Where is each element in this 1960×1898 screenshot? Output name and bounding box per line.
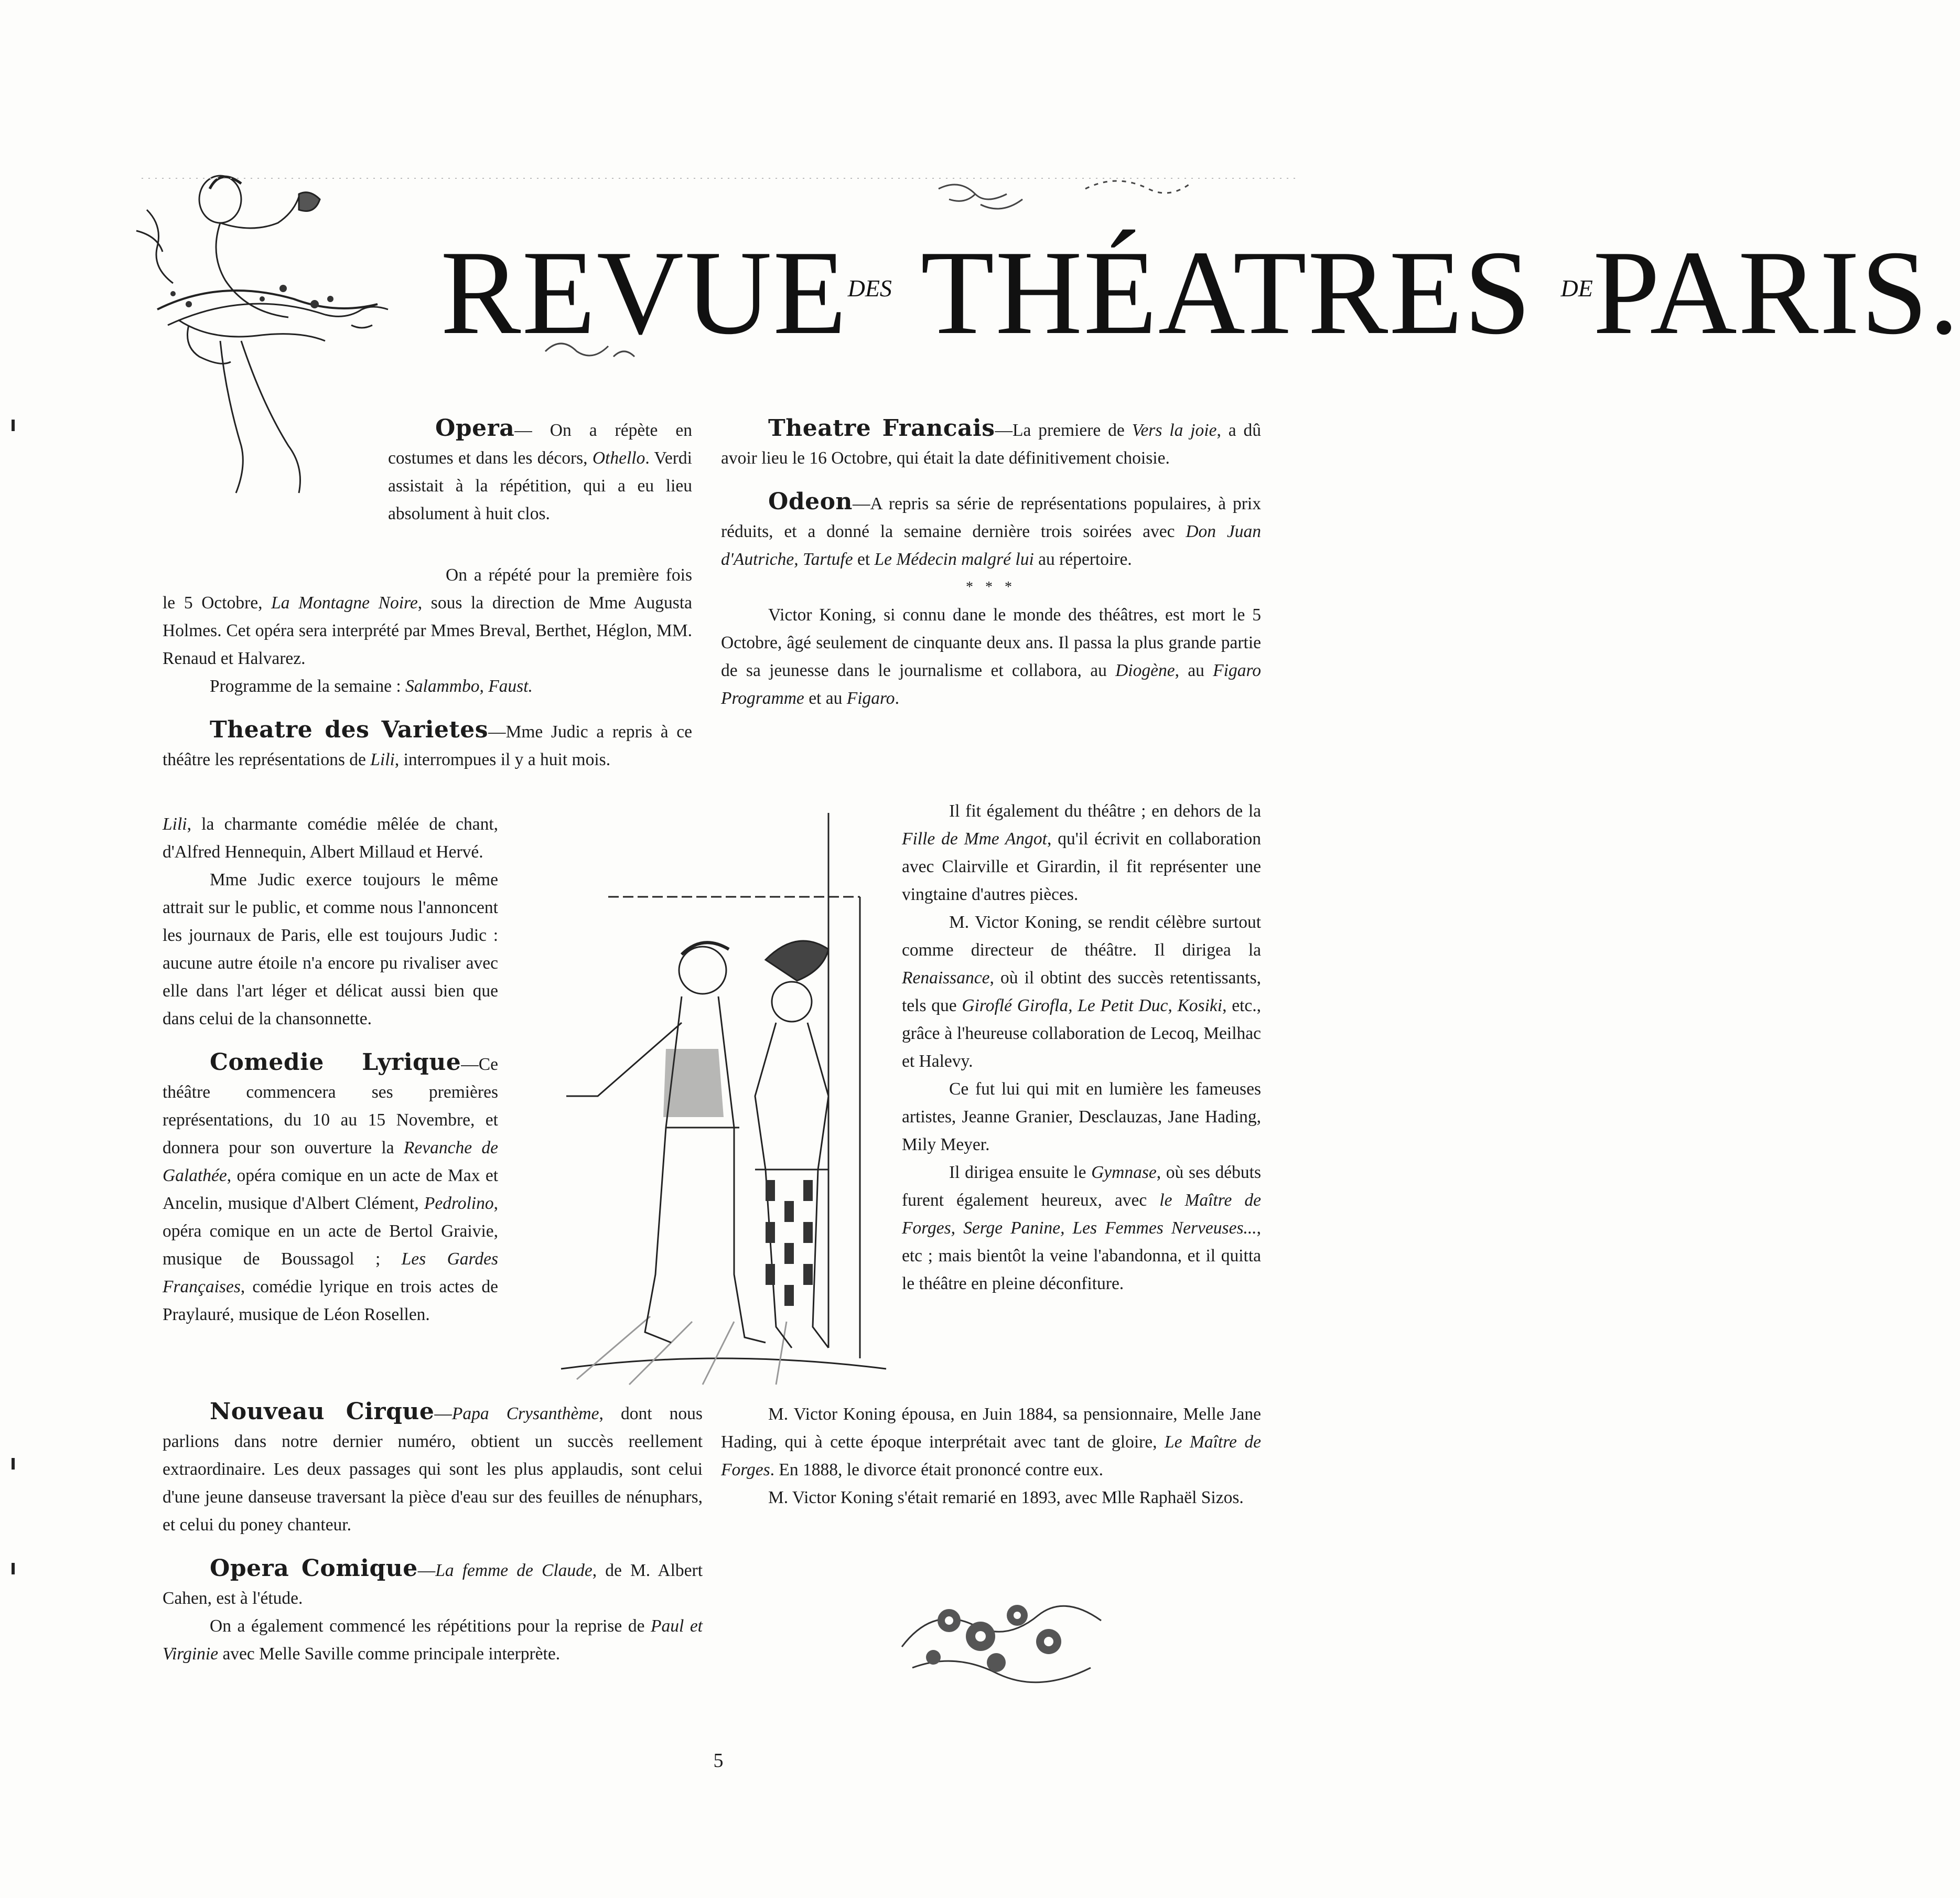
page-number: 5 <box>713 1750 724 1772</box>
koning-section: Il fit également du théâtre ; en dehors de la Fille de Mme Angot, qu'il écrivit en collaboration avec Clairville et Girardin, il fit représenter une vingtaine d'autres pièces. M. Victor Koning, se rendit célèbre surtout comme directeur de théâtre. Il dirigea la Renaissance, où il obtint des succès retentissants, tels que Giroflé Girofla, Le Petit Duc, Kosiki, etc., grâce à l'heureuse collaboration de Lecoq, Meilhac et Halevy. Ce fut lui qui mit en lumière les fameuses artistes, Jeanne Granier, Desclauzas, Jane Hading, Mily Meyer. Il dirigea ensuite le Gymnase, où ses débuts furent également heureux, avec le Maître de Forges, Serge Panine, Les Femmes Nerveuses..., etc ; mais bientôt la veine l'abandonna, et il quitta le théâtre en pleine déconfiture. <box>902 801 1261 1293</box>
section-heading: Opera <box>435 415 515 442</box>
section-separator: * * * <box>966 579 1016 595</box>
floral-ornament <box>891 1584 1112 1694</box>
masthead-title: $REVUE^{DES}$ THÉATRES $^{DE}$PARIS. <box>440 226 1960 359</box>
section-heading: Theatre des Varietes <box>210 716 489 743</box>
margin-mark <box>12 1563 15 1574</box>
margin-mark <box>12 1458 15 1470</box>
cirque-section: Nouveau Cirque—Papa Crysanthème, dont nous parlions dans notre dernier numéro, obtient un succès reellement extraordinaire. Les deux passages qui sont les plus applaudis, sont celui d'une jeune danseuse traversant la pièce d'eau sur des feuilles de nénuphars, et celui du poney chanteur. Opera Comique—La femme de Claude, de M. Albert Cahen, est à l'étude. On a également commencé les répétitions pour la reprise de Paul et Virginie avec Melle Saville comme principale interprète. <box>163 1398 703 1664</box>
section-heading: Theatre Francais <box>768 415 995 442</box>
francais-section: Theatre Francais—La premiere de Vers la joie, a dû avoir lieu le 16 Octobre, qui était la date définitivement choisie. Odeon—A repris sa série de représentations populaires, à prix réduits, et a donné la semaine dernière trois soirées avec Don Juan d'Autriche, Tartufe et Le Médecin malgré lui au répertoire. * * * Victor Koning, si connu dane le monde des théâtres, est mort le 5 Octobre, âgé seulement de cinquante deux ans. Il passa la plus grande partie de sa jeunesse dans le journalisme et collabora, au Diogène, au Figaro Programme et au Figaro. <box>721 415 1262 708</box>
dancer-illustration <box>126 168 399 535</box>
koning-section-cont: M. Victor Koning épousa, en Juin 1884, sa pensionnaire, Melle Jane Hading, qui à cette époque interprétait avec tant de gloire, Le Maître de Forges. En 1888, le divorce était prononcé contre eux. M. Victor Koning s'était remarié en 1893, avec Mlle Raphaël Sizos. <box>721 1404 1261 1507</box>
section-heading: Comedie Lyrique <box>210 1049 461 1076</box>
section-heading: Odeon <box>768 488 853 515</box>
varietes-section: Lili, la charmante comédie mêlée de chant, d'Alfred Hennequin, Albert Millaud et Hervé. Mme Judic exerce toujours le même attrait sur le public, et comme nous l'annoncent les journaux de Paris, elle est toujours Judic : aucune autre étoile n'a encore pu rivaliser avec elle dans l'art léger et délicat aussi bien que dans celui de la chansonnette. Comedie Lyrique—Ce théâtre commencera ses premières représentations, du 10 au 15 Novembre, et donnera pour son ouverture la Revanche de Galathée, opéra comique en un acte de Max et Ancelin, musique d'Albert Clément, Pedrolino, opéra comique en un acte de Bertol Graivie, musique de Boussagol ; Les Gardes Françaises, comédie lyrique en trois actes de Praylauré, musique de Léon Rosellen. <box>163 814 499 1324</box>
section-heading: Nouveau Cirque <box>210 1398 435 1425</box>
margin-mark <box>12 420 15 431</box>
opera-section: Opera— On a répète en costumes et dans les décors, Othello. Verdi assistait à la répétition, qui a eu lieu absolument à huit clos. <box>388 415 692 523</box>
dancing-couple-illustration <box>545 802 891 1390</box>
opera-section-cont: On a répété pour la première fois le 5 Octobre, La Montagne Noire, sous la direction de Mme Augusta Holmes. Cet opéra sera interprété par Mmes Breval, Berthet, Héglon, MM. Renaud et Halvarez. Programme de la semaine : Salammbo, Faust. Theatre des Varietes—Mme Judic a repris à ce théâtre les représentations de Lili, interrompues il y a huit mois. <box>163 565 692 769</box>
section-heading: Opera Comique <box>210 1555 418 1582</box>
